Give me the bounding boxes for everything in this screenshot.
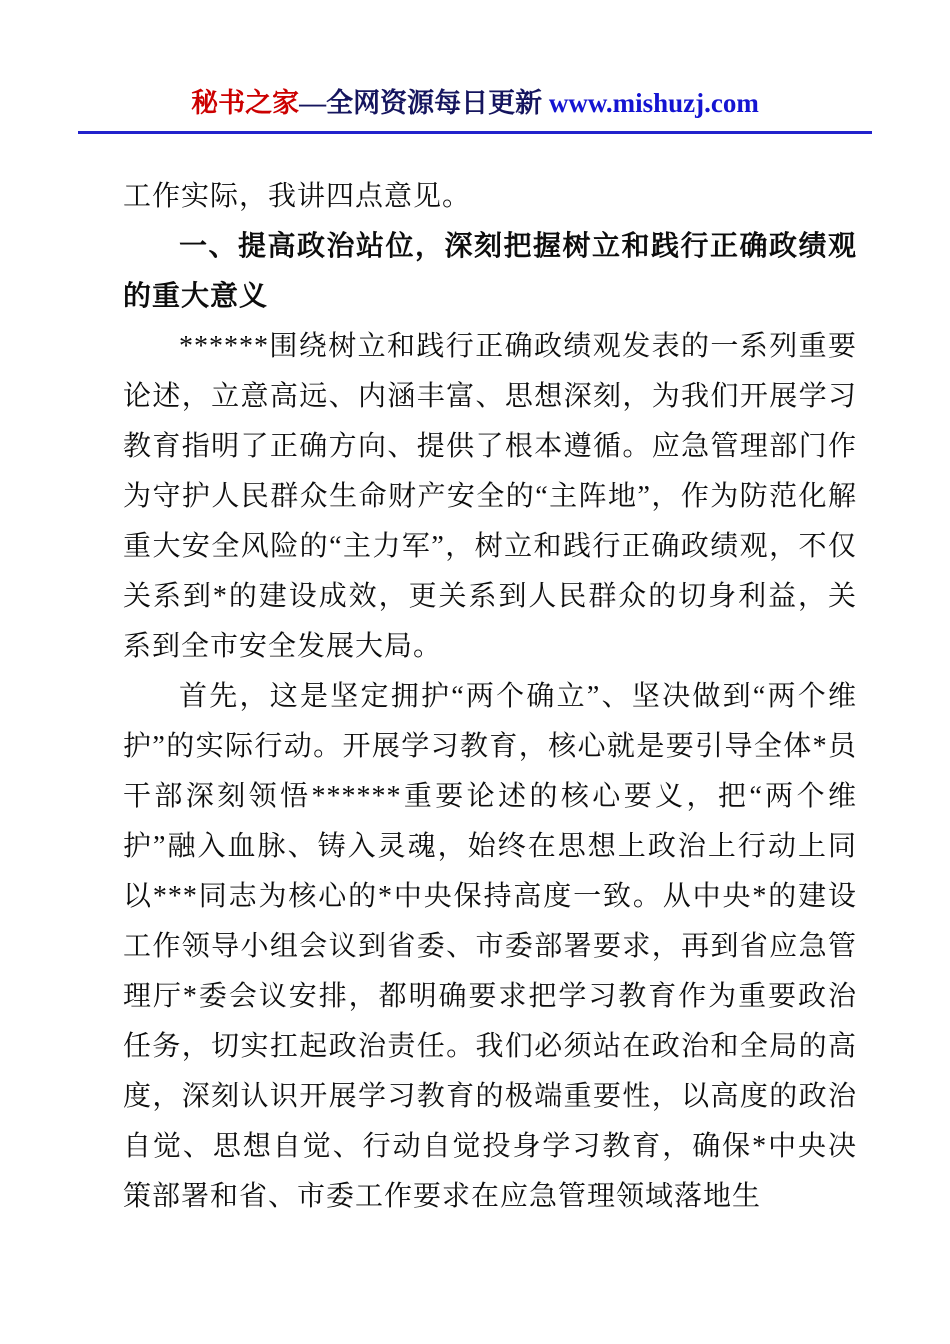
paragraph-continuation: 工作实际，我讲四点意见。 — [123, 181, 472, 212]
section-heading: 一、提高政治站位，深刻把握树立和践行正确政绩观的重大意义 — [123, 231, 857, 312]
paragraph-body: ******围绕树立和践行正确政绩观发表的一系列重要论述，立意高远、内涵丰富、思想深刻，为我们开展学习教育指明了正确方向、提供了根本遵循。应急管理部门作为守护人民群众生命财产安全的“主阵地”，作为防范化解重大安全风险的“主力军”，树立和践行正确政绩观，不仅关系到*的建设成效，更关系到人民群众的切身利益，关系到全市安全发展大局。 — [123, 331, 857, 662]
site-tagline: —全网资源每日更新 — [299, 88, 549, 118]
document-body — [123, 172, 857, 1222]
site-header — [78, 86, 872, 134]
paragraph-body: 首先，这是坚定拥护“两个确立”、坚决做到“两个维护”的实际行动。开展学习教育，核心就是要引导全体*员干部深刻领悟******重要论述的核心要义，把“两个维护”融入血脉、铸入灵魂，始终在思想上政治上行动上同以***同志为核心的*中央保持高度一致。从中央*的建设工作领导小组会议到省委、市委部署要求，再到省应急管理厅*委会议安排，都明确要求把学习教育作为重要政治任务，切实扛起政治责任。我们必须站在政治和全局的高度，深刻认识开展学习教育的极端重要性，以高度的政治自觉、思想自觉、行动自觉投身学习教育，确保*中央决策部署和省、市委工作要求在应急管理领域落地生 — [123, 681, 857, 1212]
site-name: 秘书之家 — [191, 88, 300, 118]
site-url-link[interactable]: www.mishuzj.com — [548, 88, 759, 118]
